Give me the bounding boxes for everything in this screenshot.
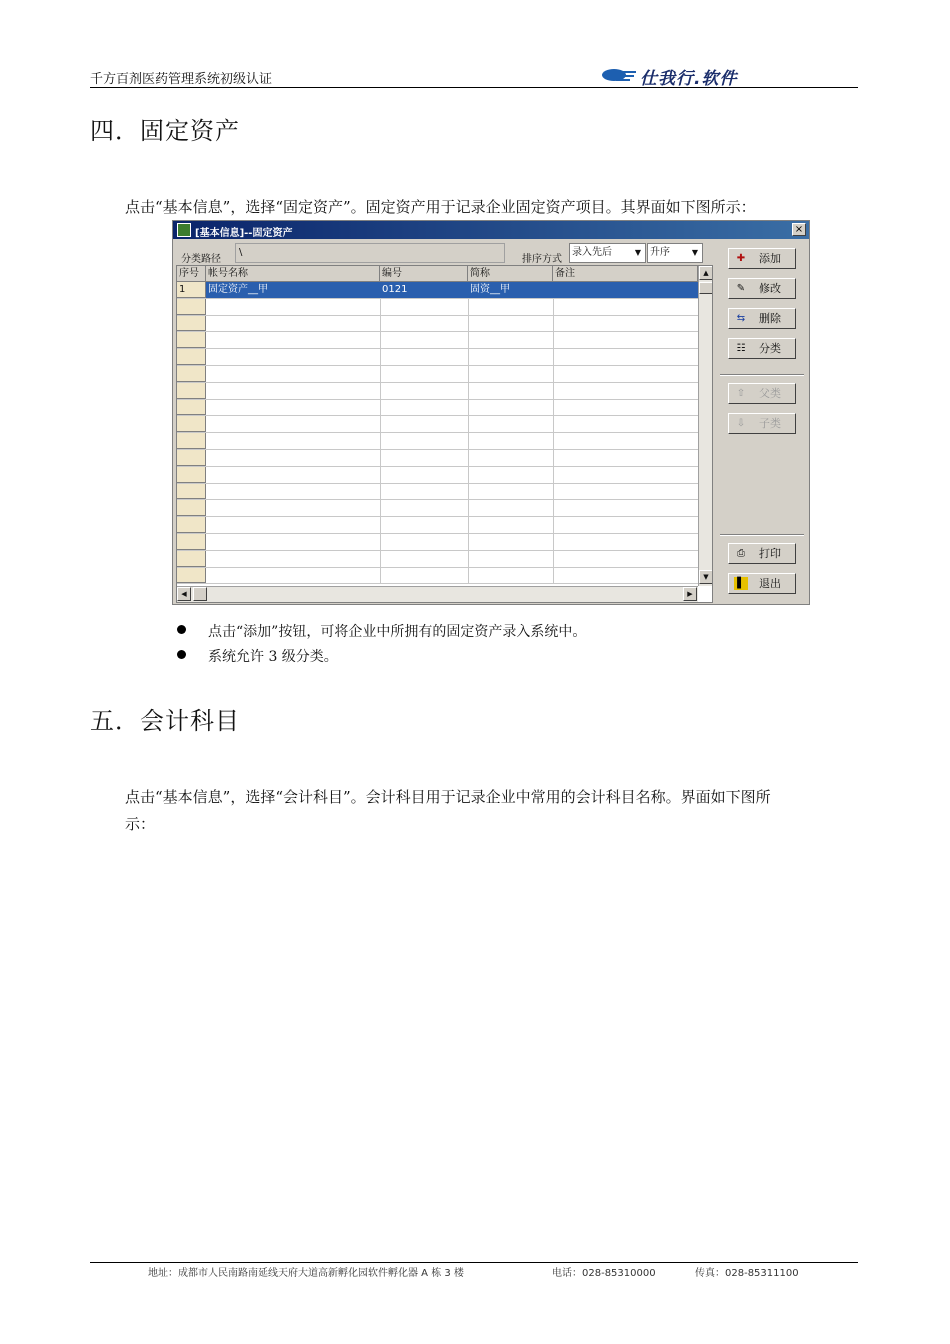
footer-address: 地址：成都市人民南路南延线天府大道高新孵化园软件孵化器 A 栋 3 楼 bbox=[148, 1268, 464, 1279]
row-number-cell bbox=[177, 400, 206, 416]
footer-divider bbox=[90, 1262, 858, 1263]
close-button[interactable]: × bbox=[792, 223, 806, 236]
table-row[interactable] bbox=[177, 416, 698, 433]
table-row[interactable] bbox=[177, 299, 698, 316]
scroll-right-icon[interactable]: ▶ bbox=[683, 587, 697, 601]
row-number-cell bbox=[177, 484, 206, 500]
table-row[interactable] bbox=[177, 534, 698, 551]
footer-fax: 传真：028-85311100 bbox=[695, 1268, 799, 1279]
row-number-cell bbox=[177, 568, 206, 584]
chevron-down-icon: ▼ bbox=[691, 248, 698, 257]
column-divider bbox=[380, 282, 381, 584]
table-row[interactable] bbox=[177, 551, 698, 568]
column-header[interactable]: 备注 bbox=[553, 266, 698, 282]
parent-category-button[interactable] bbox=[728, 383, 796, 404]
arrow-down-icon: ⇩ bbox=[736, 418, 746, 429]
row-number-cell bbox=[177, 517, 206, 533]
scroll-thumb[interactable] bbox=[193, 587, 207, 601]
edit-icon: ✎ bbox=[736, 283, 746, 294]
row-number-cell bbox=[177, 551, 206, 567]
path-label: 分类路径 bbox=[181, 254, 221, 265]
fixed-asset-window bbox=[172, 220, 810, 605]
row-number-cell bbox=[177, 500, 206, 516]
table-row[interactable] bbox=[177, 316, 698, 333]
table-row[interactable] bbox=[177, 467, 698, 484]
sort-field-value: 录入先后 bbox=[572, 247, 612, 258]
section-heading: 五．会计科目 bbox=[90, 707, 240, 735]
printer-icon: ⎙ bbox=[737, 548, 745, 559]
row-number-cell: 1 bbox=[177, 282, 206, 298]
category-label: 分类 bbox=[759, 342, 781, 355]
page-header-title: 千方百剂医药管理系统初级认证 bbox=[90, 72, 273, 87]
column-divider bbox=[468, 282, 469, 584]
table-row[interactable] bbox=[177, 484, 698, 501]
table-row[interactable] bbox=[177, 366, 698, 383]
exit-door-icon: ▌ bbox=[734, 577, 748, 590]
horizontal-scrollbar[interactable] bbox=[177, 586, 698, 603]
sort-field-select[interactable] bbox=[569, 243, 646, 263]
section-intro-line1: 点击“基本信息”，选择“会计科目”。会计科目用于记录企业中常用的会计科目名称。界面如下图所 bbox=[125, 788, 771, 806]
exit-button[interactable] bbox=[728, 573, 796, 594]
bullet-item bbox=[177, 622, 587, 640]
row-number-cell bbox=[177, 534, 206, 550]
child-category-button[interactable] bbox=[728, 413, 796, 434]
section-intro: 点击“基本信息”，选择“固定资产”。固定资产用于记录企业固定资产项目。其界面如下图所示： bbox=[125, 198, 756, 216]
row-number-cell bbox=[177, 299, 206, 315]
app-icon bbox=[177, 223, 191, 237]
scroll-down-icon[interactable]: ▼ bbox=[699, 570, 713, 584]
child-label: 子类 bbox=[759, 417, 781, 430]
cell-short: 固资__甲 bbox=[470, 284, 510, 295]
bullet-text: 系统允许 3 级分类。 bbox=[208, 649, 338, 665]
row-number-cell bbox=[177, 467, 206, 483]
asset-grid[interactable] bbox=[176, 265, 713, 603]
table-row-selected[interactable] bbox=[206, 282, 698, 298]
column-header[interactable]: 帐号名称 bbox=[206, 266, 380, 282]
grid-header bbox=[177, 266, 698, 282]
vertical-scrollbar[interactable] bbox=[698, 266, 713, 586]
parent-label: 父类 bbox=[759, 387, 781, 400]
bullet-text: 点击“添加”按钮，可将企业中所拥有的固定资产录入系统中。 bbox=[208, 624, 587, 640]
scroll-up-icon[interactable]: ▲ bbox=[699, 266, 713, 280]
row-number-cell bbox=[177, 450, 206, 466]
tree-icon: ☷ bbox=[736, 343, 746, 354]
delete-label: 删除 bbox=[759, 312, 781, 325]
column-divider bbox=[553, 282, 554, 584]
delete-icon: ⇆ bbox=[736, 313, 746, 324]
row-number-cell bbox=[177, 416, 206, 432]
print-button[interactable] bbox=[728, 543, 796, 564]
path-field: \ bbox=[235, 243, 505, 263]
edit-button[interactable] bbox=[728, 278, 796, 299]
column-header[interactable]: 编号 bbox=[380, 266, 468, 282]
chevron-down-icon: ▼ bbox=[634, 248, 641, 257]
add-button[interactable] bbox=[728, 248, 796, 269]
logo-text: 仕我行.软件 bbox=[640, 69, 738, 89]
table-row[interactable] bbox=[177, 383, 698, 400]
row-number-cell bbox=[177, 383, 206, 399]
column-header[interactable]: 简称 bbox=[468, 266, 553, 282]
section-heading: 四．固定资产 bbox=[90, 117, 240, 145]
table-row[interactable] bbox=[177, 568, 698, 585]
sort-label: 排序方式 bbox=[522, 254, 562, 265]
table-row[interactable] bbox=[177, 450, 698, 467]
bullet-dot-icon bbox=[177, 650, 186, 659]
scroll-thumb[interactable] bbox=[699, 282, 713, 294]
button-separator bbox=[720, 374, 804, 376]
delete-button[interactable] bbox=[728, 308, 796, 329]
add-label: 添加 bbox=[759, 252, 781, 265]
row-number-cell bbox=[177, 366, 206, 382]
scroll-left-icon[interactable]: ◀ bbox=[177, 587, 191, 601]
sort-order-select[interactable] bbox=[647, 243, 703, 263]
edit-label: 修改 bbox=[759, 282, 781, 295]
table-row[interactable] bbox=[177, 433, 698, 450]
table-row[interactable] bbox=[177, 517, 698, 534]
row-number-cell bbox=[177, 316, 206, 332]
window-title: [基本信息]--固定资产 bbox=[195, 228, 293, 239]
table-row[interactable] bbox=[177, 400, 698, 417]
header-divider bbox=[90, 87, 858, 88]
add-icon: ✚ bbox=[736, 253, 746, 264]
footer-phone: 电话：028-85310000 bbox=[552, 1268, 656, 1279]
arrow-up-icon: ⇧ bbox=[736, 388, 746, 399]
section-intro-line2: 示： bbox=[125, 815, 156, 833]
cell-note bbox=[553, 282, 555, 298]
button-separator bbox=[720, 534, 804, 536]
row-number-cell bbox=[177, 433, 206, 449]
exit-label: 退出 bbox=[759, 577, 781, 590]
window-titlebar bbox=[173, 221, 809, 239]
table-row[interactable] bbox=[177, 349, 698, 366]
cell-code: 0121 bbox=[382, 284, 408, 295]
sort-order-value: 升序 bbox=[650, 247, 670, 258]
column-header[interactable]: 序号 bbox=[177, 266, 206, 282]
row-number-cell bbox=[177, 332, 206, 348]
bullet-dot-icon bbox=[177, 625, 186, 634]
row-number-cell bbox=[177, 349, 206, 365]
category-button[interactable] bbox=[728, 338, 796, 359]
table-row[interactable] bbox=[177, 332, 698, 349]
table-row[interactable] bbox=[177, 500, 698, 517]
bullet-item bbox=[177, 647, 338, 665]
print-label: 打印 bbox=[759, 547, 781, 560]
cell-name: 固定资产__甲 bbox=[208, 284, 268, 295]
